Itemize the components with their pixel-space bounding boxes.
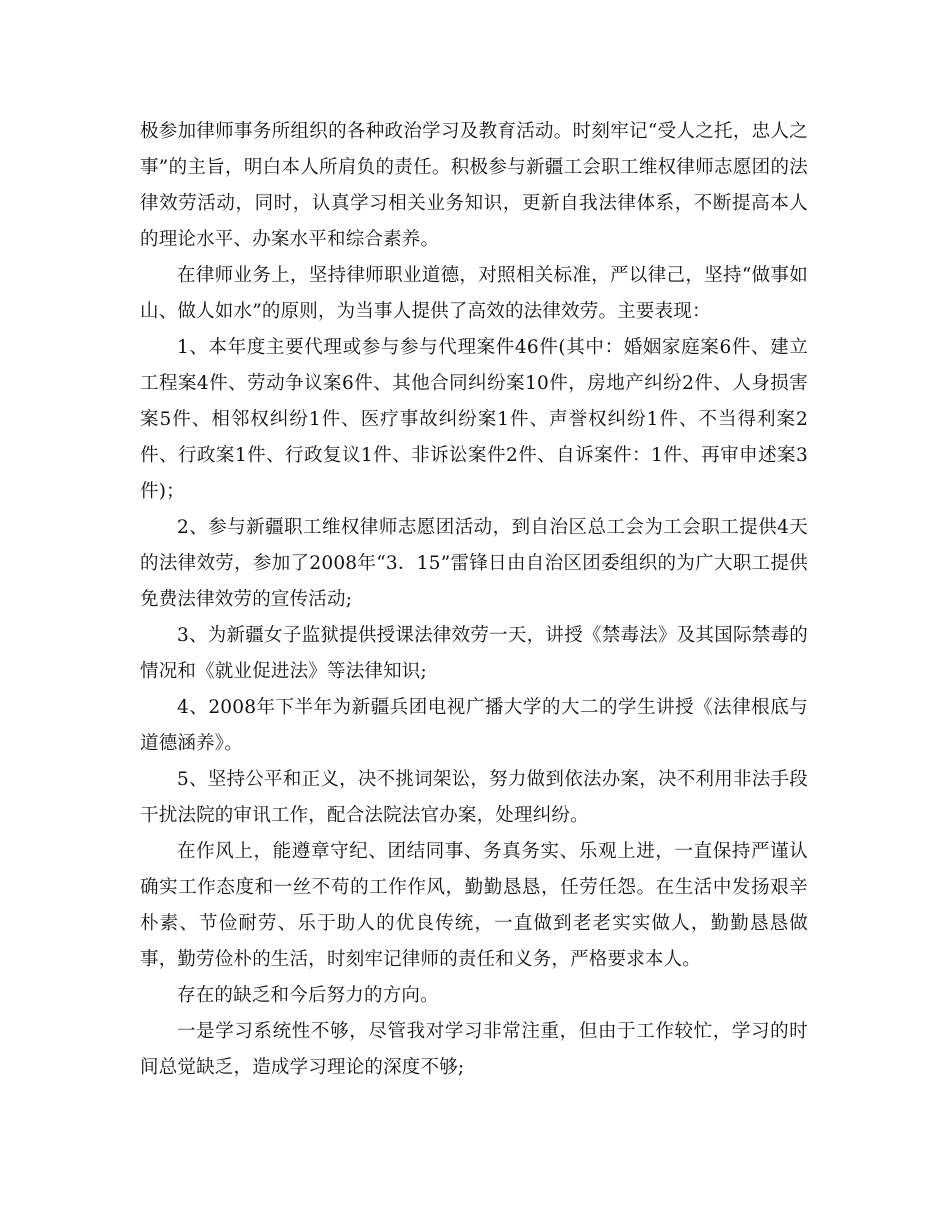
paragraph-2: 在律师业务上，坚持律师职业道德，对照相关标准，严以律己，坚持“做事如山、做人如水”的原则，为当事人提供了高效的法律效劳。主要表现： [140, 265, 808, 322]
paragraph-8: 在作风上，能遵章守纪、团结同事、务真务实、乐观上进，一直保持严谨认确实工作态度和一丝不苟的工作作风，勤勤恳恳，任劳任怨。在生活中发扬艰辛朴素、节俭耐劳、乐于助人的优良传统，一直做到老老实实做人，勤勤恳恳做事，勤劳俭朴的生活，时刻牢记律师的责任和义务，严格要求本人。 [140, 841, 808, 970]
paragraph-1: 极参加律师事务所组织的各种政治学习及教育活动。时刻牢记“受人之托，忠人之事”的主旨，明白本人所肩负的责任。积极参与新疆工会职工维权律师志愿团的法律效劳活动，同时，认真学习相关业务知识，更新自我法律体系，不断提高本人的理论水平、办案水平和综合素养。 [140, 121, 808, 250]
paragraph-9: 存在的缺乏和今后努力的方向。 [177, 985, 439, 1006]
paragraph-7: 5、坚持公平和正义，决不挑词架讼，努力做到依法办案，决不利用非法手段干扰法院的审讯工作，配合法院法官办案，处理纠纷。 [140, 769, 808, 826]
paragraph-3: 1、本年度主要代理或参与参与代理案件46件(其中：婚姻家庭案6件、建立工程案4件、劳动争议案6件、其他合同纠纷案10件，房地产纠纷2件、人身损害案5件、相邻权纠纷1件、医疗事故纠纷案1件、声誉权纠纷1件、不当得利案2件、行政案1件、行政复议1件、非诉讼案件2件、自诉案件：1件、再审申述案3件)； [140, 337, 808, 502]
paragraph-4: 2、参与新疆职工维权律师志愿团活动，到自治区总工会为工会职工提供4天的法律效劳，参加了2008年“3．15”雷锋日由自治区团委组织的为广大职工提供免费法律效劳的宣传活动; [140, 517, 808, 610]
paragraph-5: 3、为新疆女子监狱提供授课法律效劳一天，讲授《禁毒法》及其国际禁毒的情况和《就业促进法》等法律知识; [140, 625, 808, 682]
document-page [140, 114, 808, 1086]
paragraph-6: 4、2008年下半年为新疆兵团电视广播大学的大二的学生讲授《法律根底与道德涵养》。 [140, 697, 808, 754]
paragraph-10: 一是学习系统性不够，尽管我对学习非常注重，但由于工作较忙，学习的时间总觉缺乏，造成学习理论的深度不够; [140, 1021, 808, 1078]
